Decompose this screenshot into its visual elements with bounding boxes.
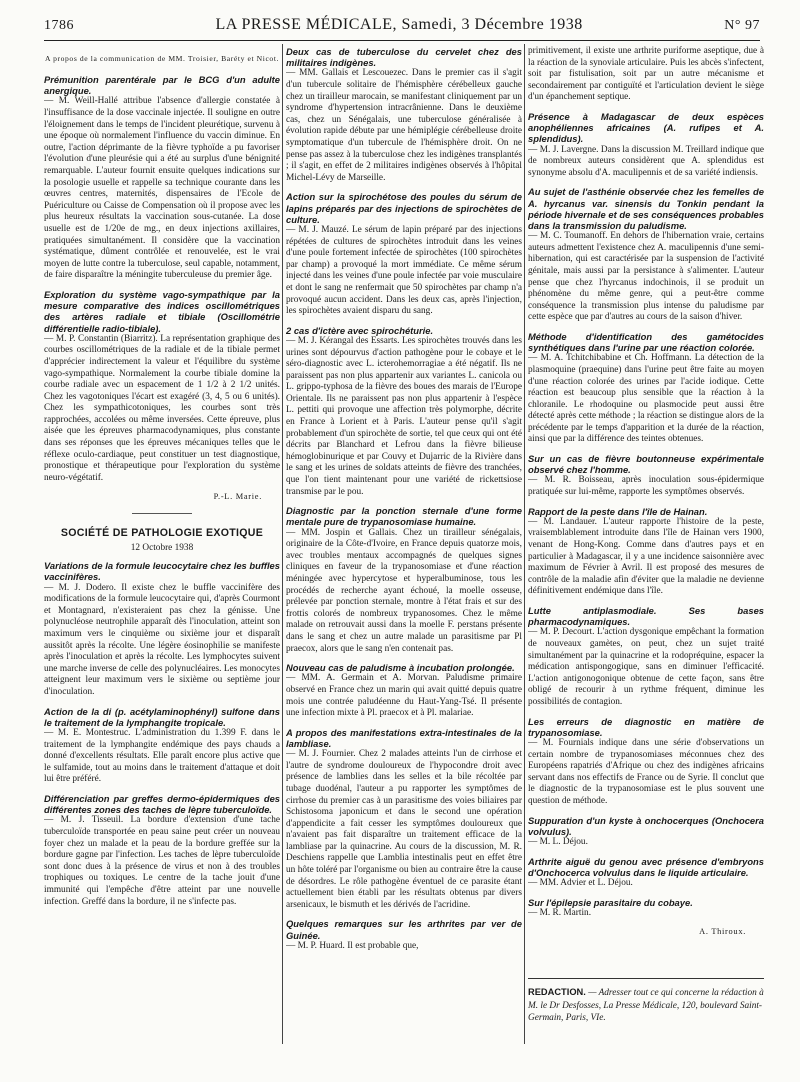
article-title: Action de la di (p. acétylaminophényl) sulfone dans le traitement de la lymphangite tropicale. <box>44 705 280 728</box>
article-title: Méthode d'identification des gamétocides synthétiques dans l'urine par une réaction colorée. <box>528 330 764 354</box>
article-body: — M. J. Fournier. Chez 2 malades atteints l'un de cirrhose et l'autre de syndrome douloureux de l'hypocondre droit avec présence de lamblies dans les selles et la bile récoltée par tubage duodénal, l'auteur a pu rapporter les symptômes de cirrhose du premier cas à un parasitisme des voies biliaires par Schistosoma japonicum et dans le second une opération d'appendicite a fait cesser les symptômes douloureux que n'avaient pas fait disparaître un traitement efficace de la lambliase par la quinacrine. Au cours de la discussion, M. R. Deschiens rappelle que Lamblia intestinalis peut en effet être un hôte toléré par l'organisme ou bien au contraire être la cause de désordres. Le rôle pathogène éventuel de ce parasite étant actuellement bien établi par les résultats obtenus par divers arsenicaux, le bismuth et les dérivés de l'acridine. <box>286 749 522 910</box>
running-header <box>44 16 760 38</box>
article-body: — MM. Advier et L. Déjou. <box>528 877 633 888</box>
article <box>528 605 764 709</box>
article-body: — MM. Jospin et Gallais. Chez un tirailleur sénégalais, originaire de la Côte-d'Ivoire, en France depuis quatorze mois, avec troubles mentaux accompagnés de quelques signes cliniques en faveur de la trypanosomiase et d'une réaction méningée avec hypercytose et hyperalbuminose, tous les procédés de recherche ayant échoué, la moelle osseuse, prélevée par ponction sternale, montre à l'état frais et sur des frottis colorés de nombreux trypanosomes. Chez le même malade on retrouvait aussi dans la moelle F. perstans présente dans le sang et chez un autre malade un parasitisme par Pl praecox, alors que le sang n'en contenait pas. <box>286 527 522 654</box>
section-separator <box>132 513 192 514</box>
article-title: Variations de la formule leucocytaire chez les buffles vaccinifères. <box>44 560 280 583</box>
article-title: Arthrite aiguë du genou avec présence d'embryons d'Onchocerca volvulus dans le liquide articulaire. <box>528 855 764 878</box>
column-divider <box>524 44 525 1044</box>
redaction-rule <box>528 978 764 979</box>
issue-number: N° 97 <box>724 18 760 33</box>
society-heading: SOCIÉTÉ DE PATHOLOGIE EXOTIQUE <box>60 527 264 540</box>
author-signoff: A. Thiroux. <box>699 927 746 937</box>
article <box>528 186 764 324</box>
propos-note: A propos de la communication de MM. Troisier, Baréty et Nicot. <box>44 54 280 63</box>
article <box>286 46 522 184</box>
article <box>528 716 764 808</box>
article <box>286 727 522 912</box>
article-body: — M. L. Déjou. <box>528 836 588 847</box>
article-title: Exploration du système vago-sympathique par la mesure comparative des indices oscillométriques des artères radiale et tibiale (Oscillométrie différentielle radio-tibiale). <box>44 288 280 334</box>
article-continuation <box>528 46 764 104</box>
column-divider <box>282 44 283 1044</box>
article-body: — M. J. Dodero. Il existe chez le buffle vaccinifère des modifications de la formule leucocytaire qui, d'après Courmont et Montagnard, n'existeraient pas chez la génisse. Une polynucléose neutrophile apparaît dès l'inoculation, atteint son maximum vers le cinquième ou sixième jour et disparaît aussitôt après la récolte. Une légère éosinophilie se manifeste après l'inoculation et après la récolte. Les lymphocytes suivent une marche inverse de celle des polynucléaires. Les monocytes atteignent leur maximum vers le sixième ou septième jour d'inoculation. <box>44 582 280 697</box>
header-rule <box>44 40 760 41</box>
article-title: Action sur la spirochétose des poules du sérum de lapins préparés par des injections de spirochètes de culture. <box>286 191 522 225</box>
column-3 <box>528 46 764 974</box>
article-title: Sur un cas de fièvre boutonneuse expérimentale observé chez l'homme. <box>528 453 764 476</box>
article-title: Différenciation par greffes dermo-épidermiques des différentes zones des taches de lèpre tuberculoïde. <box>44 792 280 816</box>
column-2 <box>286 46 522 1046</box>
article-title: Lutte antiplasmodiale. Ses bases pharmacodynamiques. <box>528 605 764 628</box>
article <box>44 793 280 908</box>
article-body: — M. R. Boisseau, après inoculation sous-épidermique pratiquée sur lui-même, rapporte les symptômes observés. <box>528 475 764 498</box>
article-title: Au sujet de l'asthénie observée chez les femelles de A. hyrcanus var. sinensis du Tonkin pendant la période hivernale et de ses conséquences probables dans la transmission du paludisme. <box>528 186 764 231</box>
article <box>286 662 522 720</box>
article-body: — M. P. Huard. Il est probable que, <box>286 940 419 951</box>
article-title: Suppuration d'un kyste à onchocerques (Onchocera volvulus). <box>528 814 764 837</box>
article <box>528 856 764 890</box>
article-title: 2 cas d'ictère avec spirochéturie. <box>286 324 434 336</box>
article-body: — M. Fournials indique dans une série d'observations un certain nombre de trypanosomiases méconnues chez des Européens rapatriés d'Afrique ou chez des indigènes africains servant dans nos effectifs de France ou de Syrie. Il conclut que le diagnostic de la trypanosomiase est le plus souvent une question de méthode. <box>528 738 764 806</box>
society-date: 12 Octobre 1938 <box>130 542 194 553</box>
column-1 <box>44 46 280 1046</box>
article <box>44 706 280 786</box>
article-body: — M. A. Tchitchibabine et Ch. Hoffmann. La détection de la plasmoquine (praequine) dans l'urine peut être faite au moyen d'une réaction colorée des urines par l'acide iodique. Cette réaction est beaucoup plus sensible que la réaction à la chloranile. Le rhodoquine ou plasmocide peut aussi être détecté après cette méthode ; la réaction se distingue alors de la précédente par le temps d'apparition et la durée de la réaction, ainsi que par la différence des teintes obtenues. <box>528 353 764 445</box>
article <box>286 191 522 317</box>
article-body: — MM. Gallais et Lescouezec. Dans le premier cas il s'agit d'un tubercule solitaire de l'hémisphère cérébelleux gauche chez un tirailleur marocain, se manifestant cliniquement par un syndrome d'hypertension intracrânienne. Dans le deuxième cas, chez un Sénégalais, une tuberculose généralisée à évolution rapide débute par une hémiplégie cérébelleuse droite symptomatique d'un tubercule de l'hémisphère droit. On ne pense pas assez à la tuberculose chez les indigènes transplantés ; il s'agit, en effet de 2 militaires indigènes observés à l'hôpital Michel-Lévy de Marseille. <box>286 68 522 183</box>
article-title: Prémunition parentérale par le BCG d'un adulte anergique. <box>44 74 280 97</box>
article <box>44 560 280 698</box>
article <box>528 506 764 598</box>
article-title: Quelques remarques sur les arthrites par ver de Guinée. <box>286 918 522 941</box>
article-body: — M. P. Decourt. L'action dysgonique empêchant la formation de nouveaux gamètes, on peut, chez un sujet traité simultanément par la quinacrine et la rodopréquine, espacer la médication antispongogique, sans en diminuer l'efficacité. L'action antigonogonique obtenue de cette façon, sans être obligé de recourir à un rythme fréquent, diminue les possibilités de contagion. <box>528 627 764 707</box>
article-body: — M. Weill-Hallé attribue l'absence d'allergie constatée à l'insuffisance de la dose vaccinale injectée. Il souligne en outre l'éloignement dans le temps de l'incident pleurétique, survenu à une époque où normalement l'influence du vaccin diminue. En outre, l'action déprimante de la fièvre typhoïde a pu favoriser l'évolution d'une pleurésie qui a été au surplus d'une bénignité remarquable. L'auteur fournit ensuite quelques indications sur la posologie usuelle et rappelle sa technique courante dans les œuvres centres, maternités, dispensaires de l'Ecole de Puériculture ou Caisse de Compensation où il propose avec les plus heureux résultats la vaccination sous-cutanée. La dose usuelle est de 1/20e de mg., en deux injections axillaires, pratiquées simultanément. Il considère que la vaccination systématique, dûment contrôlée et renouvelée, est le vrai moyen de lutte contre la tuberculose, seul capable, notamment, de faire disparaître la méningite tuberculeuse du premier âge. <box>44 96 280 281</box>
article <box>528 897 764 920</box>
article-body: — M. Landauer. L'auteur rapporte l'histoire de la peste, vraisemblablement introduite dans l'île de Hainan vers 1900, venant de Hong-Kong. Comme dans d'autres pays et en particulier à Madagascar, il y a une incidence saisonnière avec maximum de Février à Avril. Il est proposé des mesures de contrôle de la maladie afin d'éviter que la maladie ne devienne définitivement endémique dans l'île. <box>528 516 764 597</box>
article-body: — M. J. Tisseuil. La bordure d'extension d'une tache tuberculoïde transportée en peau saine peut créer un nouveau foyer chez un malade et la peau de la bordure greffée sur la bordure gagne par l'infection. Les taches de lèpre tuberculoïde sont donc dues à la présence de virus et non à des troubles trophiques ou toxiques. Le centre de la tache jouit d'une immunité qui l'empêche d'être atteint par une nouvelle infection. Greffé dans la bordure, il ne s'infecte pas. <box>44 815 280 907</box>
article-body: — M. R. Martin. <box>528 907 592 918</box>
article <box>286 325 522 499</box>
article-title: Les erreurs de diagnostic en matière de trypanosomiase. <box>528 715 764 738</box>
article-title: Présence à Madagascar de deux espèces anophéliennes africaines (A. rufipes et A. splendidus). <box>528 110 764 145</box>
redaction-text: — Adresser tout ce qui concerne la rédaction à M. le Dr Desfosses, La Presse Médicale, 120, boulevard Saint-Germain, Paris, VIe. <box>528 988 764 1023</box>
article-body: — M. P. Constantin (Biarritz). La représentation graphique des courbes oscillométriques de la radiale et de la tibiale permet d'apprécier indirectement la valeur et l'équilibre du système vago-sympathique. Normalement la courbe tibiale domine la courbe radiale avec un espacement de 1 1/2 à 2 1/2 unités. Chez les vagotoniques l'écart est exagéré (3, 4, 5 ou 6 unités). Chez les sympathicotoniques, les courbes sont très rapprochées, accolées ou même inversées. Cette épreuve, plus aisée que les épreuves pharmacodynamiques, plus constante dans ses réponses que les épreuves mécaniques telles que le réflexe oculo-cardiaque, peut constituer un test diagnostique, pronostique et thérapeutique pour l'exploration du système neuro-végétatif. <box>44 333 280 483</box>
redaction-label: REDACTION. <box>528 987 586 997</box>
article-body: primitivement, il existe une arthrite puriforme aseptique, due à la réaction de la synoviale articulaire. Puis les abcès s'infectent, soit par fistulisation, soit par un autre mécanisme et secondairement par contiguïté et l'articulation devient le siège d'un épanchement septique. <box>528 46 764 103</box>
article <box>44 289 280 485</box>
article <box>528 815 764 849</box>
article-title: Nouveau cas de paludisme à incubation prolongée. <box>286 662 515 674</box>
article-body: — M. J. Kérangal des Essarts. Les spirochètes trouvés dans les urines sont dépourvus d'action pathogène pour le cobaye et le séro-diagnostic avec L. icterohemorragiae a été négatif. Ils ne paraissent pas non plus appartenir aux variantes L. canicola ou L. grippo-typhosa de la fièvre des boues des marais de l'Europe Orientale. Ils ne paraissent pas non plus appartenir à l'espèce L. pettiti qui provoque une affection très polymorphe, décrite en France à Lorient et à Paris. L'auteur pense qu'il s'agit probablement d'un spirochète de sortie, tel que ceux qui ont été décrits par Blanchard et Lefrou dans la fièvre bilieuse hémoglobinurique et par Couvy et Dujarric de la Rivière dans le sang et les urines de soldats atteints de fièvre des tranchées, que l'on tient maintenant pour une variété de rickettsiose transmise par le pou. <box>286 335 522 497</box>
journal-title: LA PRESSE MÉDICALE, Samedi, 3 Décembre 1938 <box>215 16 583 33</box>
article <box>286 918 522 952</box>
article <box>44 74 280 282</box>
article-title: Deux cas de tuberculose du cervelet chez des militaires indigènes. <box>286 46 522 69</box>
redaction-notice <box>528 986 764 1025</box>
article <box>528 453 764 499</box>
article-body: — M. J. Lavergne. Dans la discussion M. Treillard indique que de nombreux auteurs considèrent que A. splendidus est synonyme absolu d'A. maculipennis et de sa variété indiensis. <box>528 144 764 178</box>
article-title: A propos des manifestations extra-intestinales de la lambliase. <box>286 726 522 749</box>
article-body: — MM. A. Germain et A. Morvan. Paludisme primaire observé en France chez un marin qui avait quitté depuis quatre mois une contrée paludéenne du Haut-Yang-Tsé. Il présente une infection mixte à Pl. praecox et à Pl. malariae. <box>286 673 522 719</box>
article <box>528 331 764 446</box>
article-title: Diagnostic par la ponction sternale d'une forme mentale pure de trypanosomiase humaine. <box>286 505 522 528</box>
article-title: Rapport de la peste dans l'île de Hainan. <box>528 505 708 517</box>
article-title: Sur l'épilepsie parasitaire du cobaye. <box>528 896 693 908</box>
article-body: — M. J. Mauzé. Le sérum de lapin préparé par des injections répétées de cultures de spirochètes introduit dans les veines d'une poule fortement infectée de spirochètes (100 spirochètes par champ) a provoqué la mort immédiate. Ce même sérum injecté dans les veines d'une poule infectée par voie musculaire et dont le sang ne renfermait que 50 spirochètes par champ n'a provoqué aucun accident. Dans les deux cas, après l'injection, les spirochètes avaient disparu du sang. <box>286 224 522 317</box>
article <box>286 505 522 655</box>
article <box>528 111 764 179</box>
author-signoff: P.-L. Marie. <box>213 492 262 502</box>
page-number: 1786 <box>44 18 74 33</box>
article-body: — M. E. Montestruc. L'administration du 1.399 F. dans le traitement de la lymphangite endémique des pays chauds a donné d'excellents résultats. Elle paraît encore plus active que le sulfamide, tout au moins dans le traitement d'attaque et doit lui être préféré. <box>44 727 280 785</box>
article-body: — M. C. Toumanoff. En dehors de l'hibernation vraie, certains auteurs admettent l'existence chez A. maculipennis d'une semi-hibernation, qui est caractérisée par la suspension de l'activité génitale, mais aussi par la persistance à s'alimenter. L'auteur pense que chez l'hyrcanus indochinois, il se produit un phénomène du même genre, qui a peut-être comme conséquence la transmission plus intense du paludisme par cette espèce que par d'autres au cours de la saison d'hiver. <box>528 231 764 323</box>
